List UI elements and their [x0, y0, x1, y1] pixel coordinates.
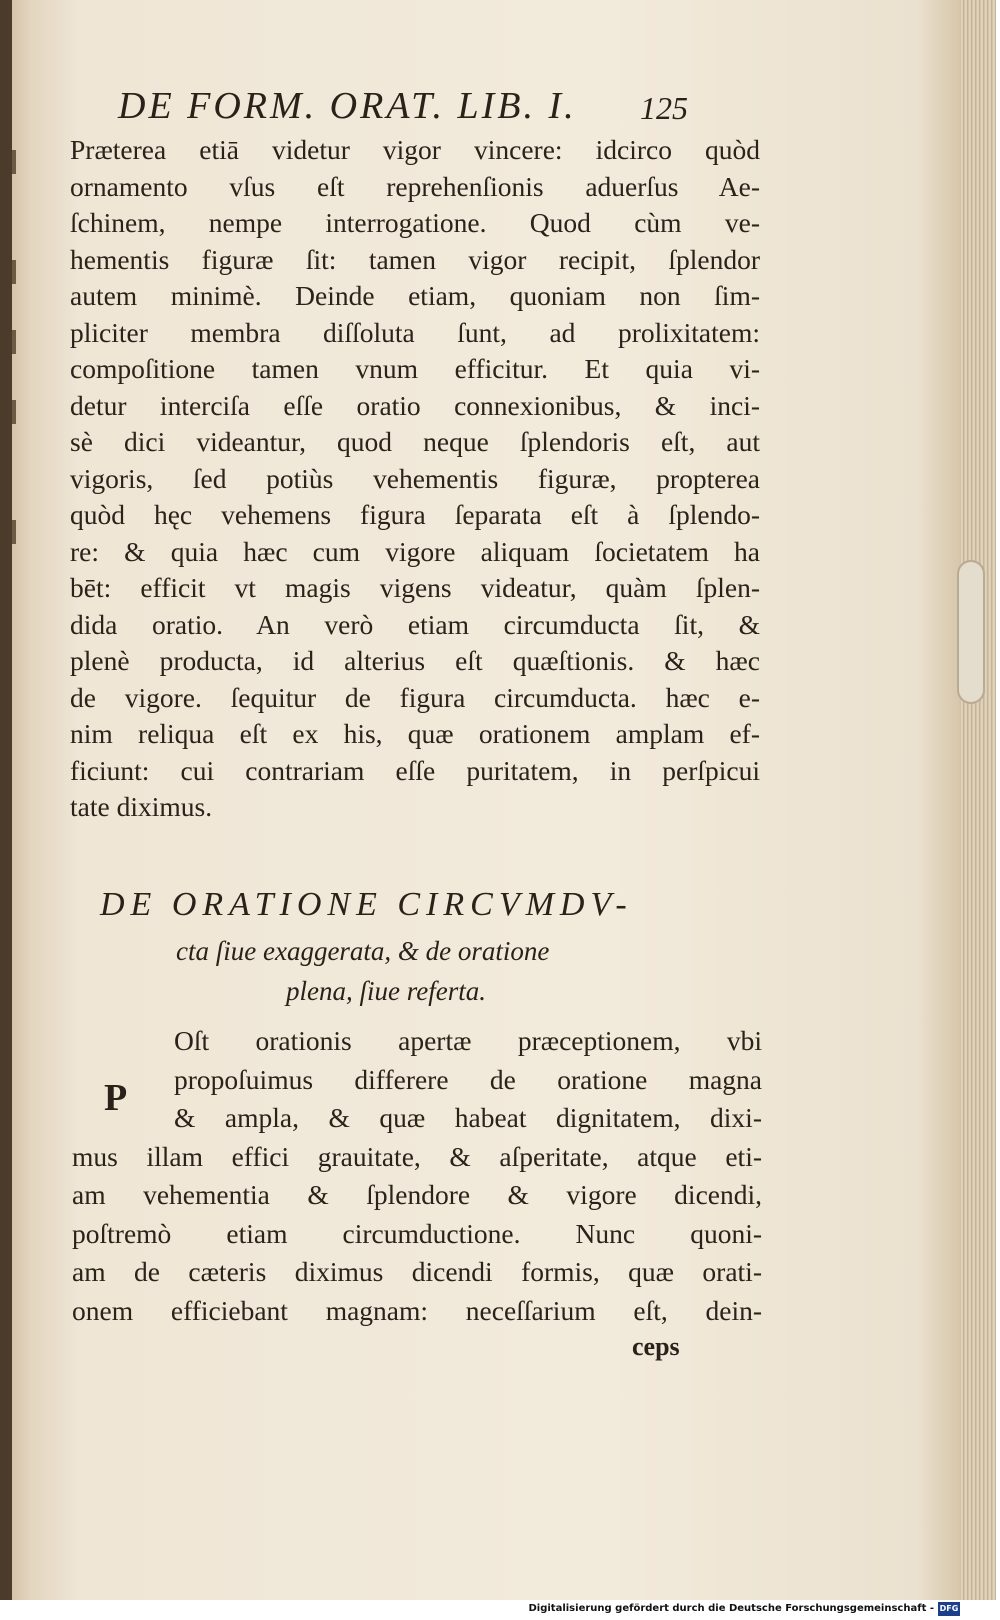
page-edge: [960, 0, 996, 1600]
text-line: plenè producta, id alterius eſt quæſtionis. & hæc: [70, 645, 760, 676]
text-line: am vehementia & ſplendore & vigore dicendi,: [72, 1179, 762, 1210]
text-line: re: & quia hæc cum vigore aliquam ſocietatem ha: [70, 535, 760, 567]
text-line: dida oratio. An verò etiam circumducta ſit, &: [70, 608, 760, 640]
binding-gutter: [0, 0, 12, 1600]
text-line: Oſt orationis apertæ præceptionem, vbi: [174, 1025, 762, 1056]
text-line: compoſitione tamen vnum efficitur. Et quia vi-: [70, 353, 760, 384]
page-tab-marker: [957, 560, 985, 704]
second-paragraph: [72, 1022, 762, 1330]
text-line: mus illam effici grauitate, & aſperitate, atque eti-: [72, 1140, 762, 1172]
section-heading: DE ORATIONE CIRCVMDV-: [100, 886, 633, 923]
text-line: sè dici videantur, quod neque ſplendoris eſt, aut: [70, 426, 760, 457]
dfg-logo-icon: DFG: [938, 1602, 960, 1616]
text-line: poſtremò etiam circumductione. Nunc quoni-: [72, 1217, 762, 1249]
digitization-credit: Digitalisierung gefördert durch die Deutsche Forschungsgemeinschaft -: [528, 1603, 934, 1614]
section-subheading: plena, ſiue referta.: [286, 976, 486, 1006]
margin-mark: [12, 400, 16, 424]
text-line: autem minimè. Deinde etiam, quoniam non ſim-: [70, 280, 760, 311]
margin-mark: [12, 260, 16, 284]
text-line: de vigore. ſequitur de figura circumducta. hæc e-: [70, 681, 760, 713]
text-line: detur interciſa eſſe oratio connexionibus, & inci-: [70, 389, 760, 421]
body-paragraph: [70, 132, 760, 826]
section-subheading: cta ſiue exaggerata, & de oratione: [176, 936, 550, 966]
text-line: tate diximus.: [70, 791, 213, 822]
text-line: ornamento vſus eſt reprehenſionis aduerſus Ae-: [70, 170, 760, 202]
text-line: nim reliqua eſt ex his, quæ orationem amplam ef-: [70, 718, 760, 749]
catchword: ceps: [632, 1332, 680, 1361]
text-line: bēt: efficit vt magis vigens videatur, quàm ſplen-: [70, 572, 760, 603]
text-line: ſchinem, nempe interrogatione. Quod cùm ve-: [70, 207, 760, 238]
text-line: pliciter membra diſſoluta ſunt, ad prolixitatem:: [70, 316, 760, 348]
text-line: & ampla, & quæ habeat dignitatem, dixi-: [174, 1102, 762, 1133]
running-title: DE FORM. ORAT. LIB. I.: [118, 85, 577, 127]
text-line: ficiunt: cui contrariam eſſe puritatem, in perſpicui: [70, 754, 760, 786]
margin-mark: [12, 520, 16, 544]
margin-mark: [12, 150, 16, 174]
text-line: propoſuimus differere de oratione magna: [174, 1063, 762, 1095]
text-line: am de cæteris diximus dicendi formis, quæ orati-: [72, 1256, 762, 1287]
page-number: 125: [640, 90, 688, 126]
text-line: hementis figuræ ſit: tamen vigor recipit, ſplendor: [70, 243, 760, 275]
text-line: quòd hęc vehemens figura ſeparata eſt à ſplendo-: [70, 499, 760, 530]
text-line: vigoris, ſed potiùs vehementis figuræ, propterea: [70, 462, 760, 494]
drop-cap: P: [104, 1077, 128, 1119]
margin-mark: [12, 330, 16, 354]
text-line: Præterea etiā videtur vigor vincere: idcirco quòd: [70, 134, 760, 165]
text-line: onem efficiebant magnam: neceſſarium eſt, dein-: [72, 1294, 762, 1326]
